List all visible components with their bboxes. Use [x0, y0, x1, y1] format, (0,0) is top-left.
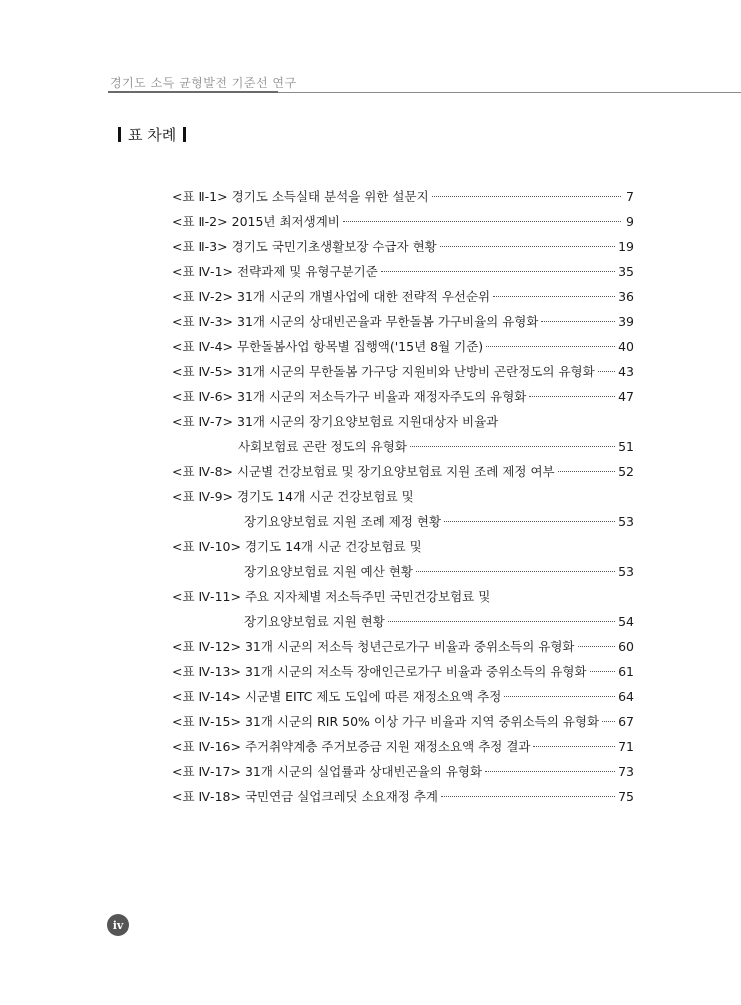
- toc-entry[interactable]: [172, 784, 634, 809]
- table-of-contents: [172, 184, 634, 809]
- toc-entry[interactable]: [172, 734, 634, 759]
- dot-leader: [558, 471, 615, 472]
- table-title: 시군별 EITC 제도 도입에 따른 재정소요액 추정: [244, 689, 502, 704]
- table-code: <표 Ⅱ-2>: [172, 214, 228, 229]
- table-title: 31개 시군의 저소득가구 비율과 재정자주도의 유형화: [237, 389, 527, 404]
- page-ref: 60: [618, 639, 634, 654]
- table-code: <표 Ⅳ-12>: [172, 639, 241, 654]
- table-code: <표 Ⅳ-10>: [172, 539, 241, 554]
- dot-leader: [381, 271, 615, 272]
- table-code: <표 Ⅳ-11>: [172, 589, 241, 604]
- table-code: <표 Ⅳ-6>: [172, 389, 233, 404]
- dot-leader: [578, 646, 616, 647]
- page-ref: 52: [618, 464, 634, 479]
- page-number-badge: iv: [107, 914, 129, 936]
- toc-entry[interactable]: [172, 484, 634, 534]
- page-ref: 73: [618, 764, 634, 779]
- page-ref: 53: [618, 514, 634, 529]
- page-ref: 36: [618, 289, 634, 304]
- toc-entry[interactable]: [172, 584, 634, 634]
- table-title: 경기도 소득실태 분석을 위한 설문지: [231, 189, 429, 204]
- toc-entry[interactable]: [172, 359, 634, 384]
- page-ref: 9: [626, 214, 634, 229]
- table-code: <표 Ⅳ-1>: [172, 264, 233, 279]
- page-ref: 19: [618, 239, 634, 254]
- table-code: <표 Ⅳ-17>: [172, 764, 241, 779]
- table-title: 경기도 14개 시군 건강보험료 및: [237, 489, 414, 504]
- dot-leader: [441, 796, 615, 797]
- toc-entry[interactable]: [172, 234, 634, 259]
- table-title-continued: 장기요양보험료 지원 예산 현황: [244, 564, 413, 579]
- page-ref: 51: [618, 439, 634, 454]
- table-code: <표 Ⅳ-3>: [172, 314, 233, 329]
- page-ref: 54: [618, 614, 634, 629]
- table-title: 주요 지자체별 저소득주민 국민건강보험료 및: [244, 589, 491, 604]
- dot-leader: [416, 571, 615, 572]
- dot-leader: [590, 671, 616, 672]
- dot-leader: [529, 396, 615, 397]
- page-ref: 40: [618, 339, 634, 354]
- table-title: 2015년 최저생계비: [231, 214, 340, 229]
- toc-entry[interactable]: [172, 309, 634, 334]
- toc-entry[interactable]: [172, 384, 634, 409]
- dot-leader: [432, 196, 621, 197]
- running-header: 경기도 소득 균형발전 기준선 연구: [110, 76, 297, 90]
- table-code: <표 Ⅳ-15>: [172, 714, 241, 729]
- dot-leader: [444, 521, 615, 522]
- table-title: 주거취약계층 주거보증금 지원 재정소요액 추정 결과: [244, 739, 531, 754]
- table-title: 31개 시군의 저소득 청년근로가구 비율과 중위소득의 유형화: [244, 639, 575, 654]
- page-ref: 64: [618, 689, 634, 704]
- table-title: 국민연금 실업크레딧 소요재정 추계: [244, 789, 438, 804]
- table-title: 무한돌봄사업 항목별 집행액('15년 8월 기준): [237, 339, 484, 354]
- dot-leader: [541, 321, 615, 322]
- table-code: <표 Ⅱ-1>: [172, 189, 228, 204]
- dot-leader: [602, 721, 615, 722]
- table-title: 31개 시군의 실업률과 상대빈곤율의 유형화: [244, 764, 483, 779]
- page-ref: 47: [618, 389, 634, 404]
- page-ref: 67: [618, 714, 634, 729]
- toc-entry[interactable]: [172, 334, 634, 359]
- table-title: 경기도 14개 시군 건강보험료 및: [244, 539, 422, 554]
- page-ref: 39: [618, 314, 634, 329]
- page-ref: 61: [618, 664, 634, 679]
- toc-entry[interactable]: [172, 209, 634, 234]
- table-title: 31개 시군의 무한돌봄 가구당 지원비와 난방비 곤란정도의 유형화: [237, 364, 595, 379]
- table-title: 전략과제 및 유형구분기준: [237, 264, 378, 279]
- table-title: 31개 시군의 RIR 50% 이상 가구 비율과 지역 중위소득의 유형화: [244, 714, 600, 729]
- toc-entry[interactable]: [172, 409, 634, 459]
- table-title: 경기도 국민기초생활보장 수급자 현황: [231, 239, 437, 254]
- table-code: <표 Ⅳ-7>: [172, 414, 233, 429]
- dot-leader: [410, 446, 615, 447]
- table-title: 31개 시군의 저소득 장애인근로가구 비율과 중위소득의 유형화: [244, 664, 587, 679]
- table-title-continued: 장기요양보험료 지원 조례 제정 현황: [244, 514, 442, 529]
- header-divider-accent: [108, 91, 278, 93]
- dot-leader: [504, 696, 615, 697]
- dot-leader: [388, 621, 615, 622]
- page-ref: 53: [618, 564, 634, 579]
- page-ref: 75: [618, 789, 634, 804]
- table-code: <표 Ⅳ-2>: [172, 289, 233, 304]
- section-heading: [118, 124, 186, 145]
- table-code: <표 Ⅳ-14>: [172, 689, 241, 704]
- heading-bar-left: [118, 127, 121, 142]
- dot-leader: [493, 296, 615, 297]
- table-title-continued: 장기요양보험료 지원 현황: [244, 614, 385, 629]
- toc-entry[interactable]: [172, 459, 634, 484]
- toc-entry[interactable]: [172, 184, 634, 209]
- toc-entry[interactable]: [172, 709, 634, 734]
- section-title: 표 차례: [128, 126, 177, 144]
- dot-leader: [598, 371, 615, 372]
- table-code: <표 Ⅱ-3>: [172, 239, 228, 254]
- table-title: 31개 시군의 상대빈곤율과 무한돌봄 가구비율의 유형화: [237, 314, 539, 329]
- table-title-continued: 사회보험료 곤란 정도의 유형화: [238, 439, 407, 454]
- dot-leader: [440, 246, 615, 247]
- dot-leader: [533, 746, 615, 747]
- table-code: <표 Ⅳ-13>: [172, 664, 241, 679]
- toc-entry[interactable]: [172, 759, 634, 784]
- toc-entry[interactable]: [172, 659, 634, 684]
- page-ref: 71: [618, 739, 634, 754]
- table-code: <표 Ⅳ-4>: [172, 339, 233, 354]
- dot-leader: [486, 346, 615, 347]
- table-code: <표 Ⅳ-16>: [172, 739, 241, 754]
- toc-entry[interactable]: [172, 259, 634, 284]
- table-code: <표 Ⅳ-8>: [172, 464, 233, 479]
- table-title: 시군별 건강보험료 및 장기요양보험료 지원 조례 제정 여부: [237, 464, 555, 479]
- toc-entry[interactable]: [172, 634, 634, 659]
- toc-entry[interactable]: [172, 534, 634, 584]
- table-code: <표 Ⅳ-18>: [172, 789, 241, 804]
- toc-entry[interactable]: [172, 684, 634, 709]
- heading-bar-right: [183, 127, 186, 142]
- dot-leader: [343, 221, 621, 222]
- table-title: 31개 시군의 장기요양보험료 지원대상자 비율과: [237, 414, 499, 429]
- table-code: <표 Ⅳ-5>: [172, 364, 233, 379]
- toc-entry[interactable]: [172, 284, 634, 309]
- page-ref: 35: [618, 264, 634, 279]
- table-code: <표 Ⅳ-9>: [172, 489, 233, 504]
- dot-leader: [485, 771, 615, 772]
- page-ref: 7: [626, 189, 634, 204]
- page-ref: 43: [618, 364, 634, 379]
- table-title: 31개 시군의 개별사업에 대한 전략적 우선순위: [237, 289, 491, 304]
